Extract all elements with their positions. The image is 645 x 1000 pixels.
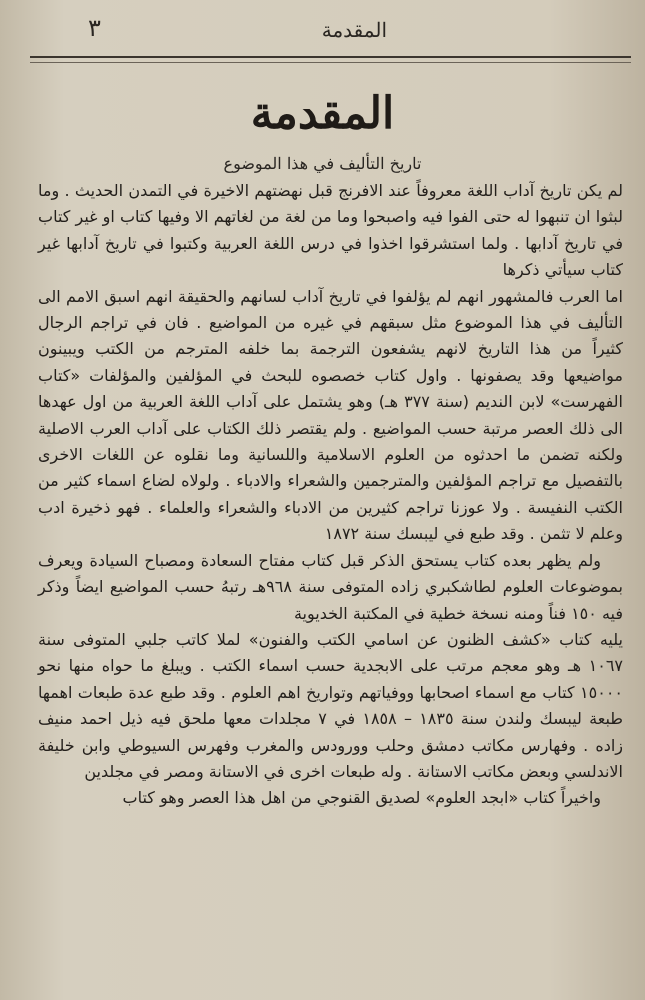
running-title: المقدمة — [321, 18, 387, 42]
header-rule — [30, 56, 631, 58]
paragraph: ولم يظهر بعده كتاب يستحق الذكر قبل كتاب مفتاح السعادة ومصباح السيادة ويعرف بموضوعات العلوم لطاشكبري زاده المتوفى سنة ٩٦٨هـ رتبهُ حسب المواضيع ايضاً وذكر فيه ١٥٠ فناً ومنه نسخة خطية في المكتبة الخديوية — [38, 550, 624, 623]
paragraph: واخيراً كتاب «ابجد العلوم» لصديق القنوجي من اهل هذا العصر وهو كتاب — [122, 788, 601, 808]
section-subtitle: تاريخ التأليف في هذا الموضوع — [223, 154, 422, 173]
page-header — [40, 14, 617, 50]
header-rule-thin — [30, 62, 631, 63]
paragraph: يليه كتاب «كشف الظنون عن اسامي الكتب والفنون» لملا كاتب جلبي المتوفى سنة ١٠٦٧ هـ وهو معجم مرتب على الابجدية حسب اسماء الكتب . ويبلغ ما حواه منها نحو ١٥٠٠٠ كتاب مع اسماء اصحابها ووفياتهم وتواريخ اهم العلوم . وقد طبع عدة طبعات اهمها طبعة ليبسك ولندن سنة ١٨٣٥ – ١٨٥٨ في ٧ مجلدات معها ملحق فيه ذيل احمد منيف زاده . وفهارس مكاتب دمشق وحلب وورودس والمغرب وفهرس السيوطي وابن خليفة الاندلسي وبعض مكاتب الاستانة . وله طبعات اخرى في الاستانة ومصر في مجلدين — [38, 629, 624, 781]
page-number: ٣ — [88, 14, 101, 42]
paragraph: اما العرب فالمشهور انهم لم يؤلفوا في تاريخ آداب لسانهم والحقيقة انهم اسبق الامم الى التأليف في هذا الموضوع مثل سبقهم في غيره من المواضيع . فان في تراجم الرجال كثيراً من هذا التاريخ لانهم يشفعون الترجمة بما خلفه المترجم من الكتب ويبينون مواضيعها وقد يصفونها . واول كتاب خصصوه للبحث في المؤلفين والمؤلفات «كتاب الفهرست» لابن النديم (سنة ٣٧٧ هـ) وهو يشتمل على آداب اللغة العربية من اول عهدها الى ذلك العصر مرتبة حسب المواضيع . ولم يقتصر ذلك الكتاب على آداب العرب الاصلية ولكنه تضمن ما احدثوه من العلوم الاسلامية واللسانية وما نقلوه عن اللغات الاخرى بالتفصيل مع تراجم المؤلفين والمترجمين والشعراء والادباء . ولولاه لضاع اسماء كثير من الكتب النفيسة . ولا عوزنا تراجم كثيرين من الادباء والشعراء والعلماء . فهو ذخيرة ادب وعلم لا تثمن . وقد طبع في ليبسك سنة ١٨٧٢ — [38, 286, 623, 544]
body-text — [38, 178, 623, 986]
chapter-title: المقدمة — [250, 88, 395, 139]
paragraph: لم يكن تاريخ آداب اللغة معروفاً عند الافرنج قبل نهضتهم الاخيرة في التمدن الحديث . وما لبثوا ان تنبهوا له حتى الفوا فيه واصبحوا وما من لغة من لغاتهم الا وفيها كتاب او غير كتاب في تاريخ آدابها . ولما استشرقوا اخذوا في درس اللغة العربية وكتبوا في تاريخ آدابها غير كتاب سيأتي ذكرها — [38, 181, 623, 280]
